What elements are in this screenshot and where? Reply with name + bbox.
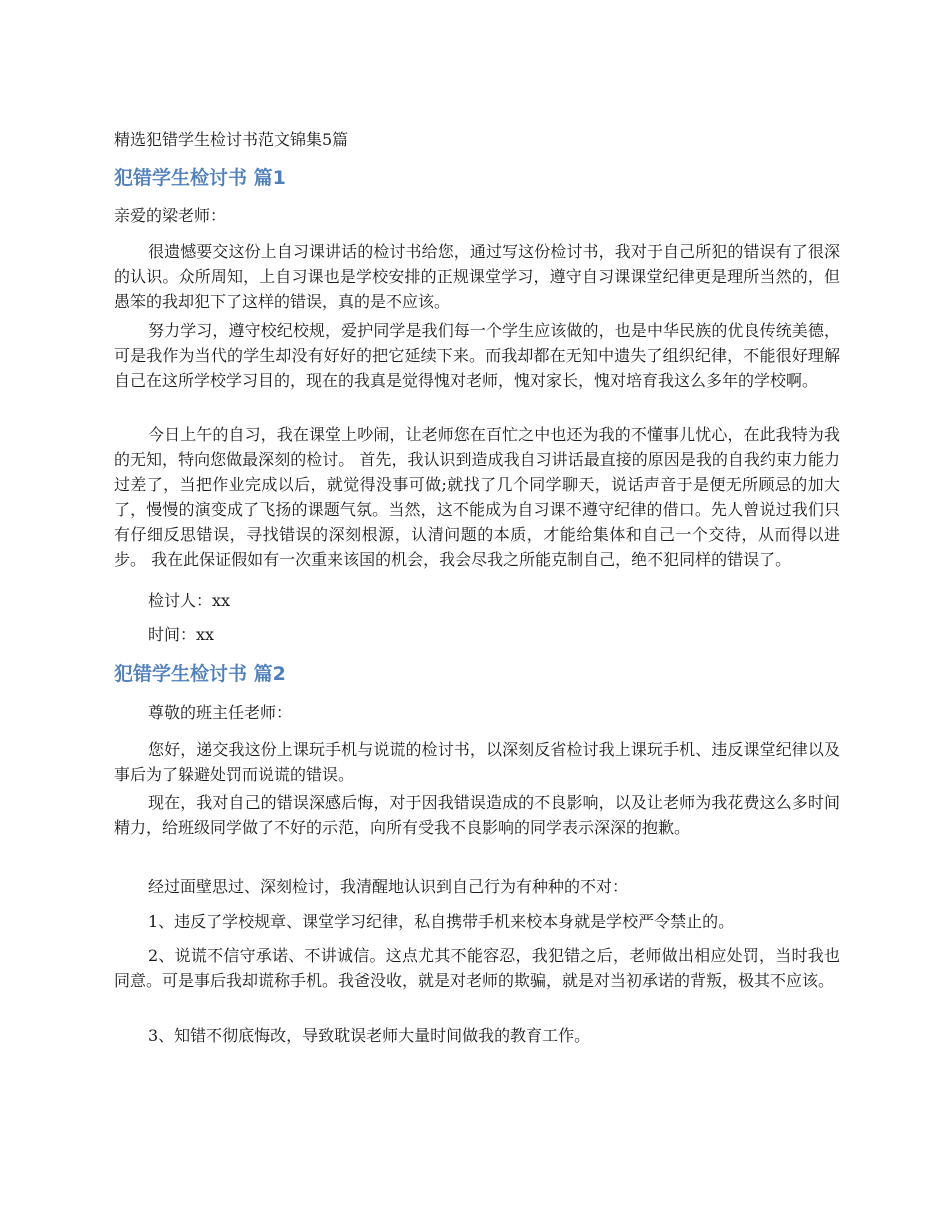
section-heading-1: 犯错学生检讨书 篇1 bbox=[114, 167, 286, 189]
list-item: 3、知错不彻底悔改，导致耽误老师大量时间做我的教育工作。 bbox=[148, 1026, 591, 1045]
date-line: 时间：xx bbox=[148, 625, 215, 644]
list-item: 2、说谎不信守承诺、不讲诚信。这点尤其不能容忍，我犯错之后，老师做出相应处罚，当时我也同意。可是事后我却谎称手机。我爸没收，就是对老师的欺骗，就是对当初承诺的背叛，极其不应该。 bbox=[114, 946, 840, 990]
section-heading-2: 犯错学生检讨书 篇2 bbox=[114, 663, 286, 685]
paragraph: 很遗憾要交这份上自习课讲话的检讨书给您，通过写这份检讨书，我对于自己所犯的错误有了很深的认识。众所周知，上自习课也是学校安排的正规课堂学习，遵守自习课课堂纪律更是理所当然的，但愚笨的我却犯下了这样的错误，真的是不应该。 bbox=[114, 242, 840, 311]
paragraph: 努力学习，遵守校纪校规，爱护同学是我们每一个学生应该做的，也是中华民族的优良传统美德，可是我作为当代的学生却没有好好的把它延续下来。而我却都在无知中遗失了组织纪律，不能很好理解自己在这所学校学习目的，现在的我真是觉得愧对老师，愧对家长，愧对培育我这么多年的学校啊。 bbox=[114, 321, 840, 390]
paragraph: 经过面壁思过、深刻检讨，我清醒地认识到自己行为有种种的不对： bbox=[148, 877, 629, 896]
paragraph: 现在，我对自己的错误深感后悔，对于因我错误造成的不良影响，以及让老师为我花费这么多时间精力，给班级同学做了不好的示范，向所有受我不良影响的同学表示深深的抱歉。 bbox=[114, 793, 840, 837]
salutation-2: 尊敬的班主任老师： bbox=[148, 703, 293, 722]
document-title: 精选犯错学生检讨书范文锦集5篇 bbox=[114, 130, 349, 149]
paragraph: 您好，递交我这份上课玩手机与说谎的检讨书，以深刻反省检讨我上课玩手机、违反课堂纪律以及事后为了躲避处罚而说谎的错误。 bbox=[114, 740, 840, 784]
salutation-1: 亲爱的梁老师： bbox=[114, 206, 227, 225]
paragraph: 今日上午的自习，我在课堂上吵闹，让老师您在百忙之中也还为我的不懂事儿忧心，在此我特为我的无知，特向您做最深刻的检讨。 首先，我认识到造成我自习讲话最直接的原因是我的自我约束力能力过差了，当把作业完成以后，就觉得没事可做;就找了几个同学聊天，说话声音于是便无所顾忌的加大了，慢慢的演变成了飞扬的课题气氛。当然，这不能成为自习课不遵守纪律的借口。先人曾说过我们只有仔细反思错误，寻找错误的深刻根源，认清问题的本质，才能给集体和自己一个交待，从而得以进步。 我在此保证假如有一次重来该国的机会，我会尽我之所能克制自己，绝不犯同样的错误了。 bbox=[114, 425, 840, 569]
signature-line: 检讨人：xx bbox=[148, 591, 231, 610]
list-item: 1、违反了学校规章、课堂学习纪律，私自携带手机来校本身就是学校严令禁止的。 bbox=[148, 912, 735, 931]
